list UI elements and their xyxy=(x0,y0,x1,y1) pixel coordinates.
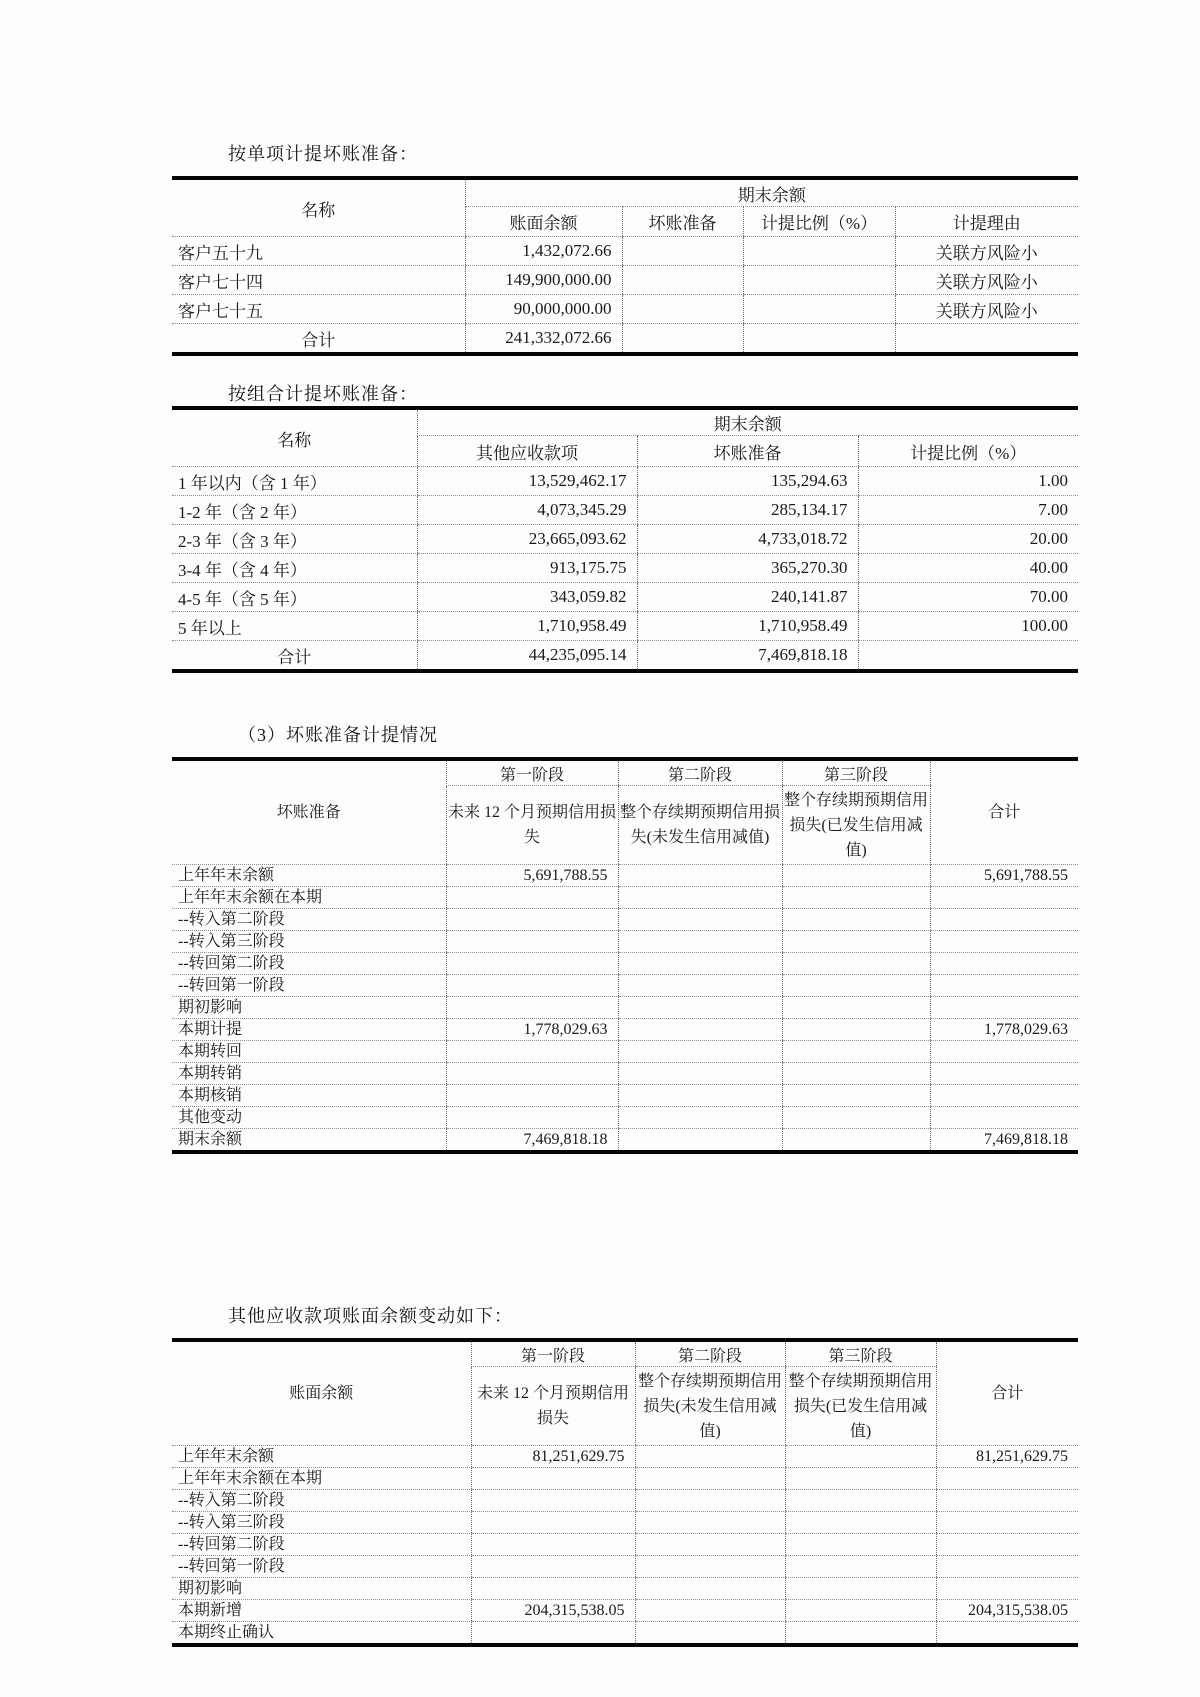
value-cell: 135,294.63 xyxy=(637,467,858,496)
col-header-stage1: 第一阶段 xyxy=(446,759,618,786)
col-header-provision-ratio: 计提比例（%） xyxy=(858,436,1078,467)
table-row xyxy=(172,975,1078,997)
table-row xyxy=(172,931,1078,953)
row-label-cell: 客户五十九 xyxy=(172,237,465,266)
value-cell xyxy=(858,641,1078,672)
value-cell xyxy=(635,1512,785,1534)
value-cell xyxy=(471,1512,635,1534)
value-cell: 1,710,958.49 xyxy=(417,612,637,641)
row-label-cell: --转入第三阶段 xyxy=(172,931,446,953)
table-row xyxy=(172,1041,1078,1063)
row-label-cell: 上年年末余额 xyxy=(172,865,446,887)
value-cell xyxy=(618,1063,782,1085)
value-cell: 100.00 xyxy=(858,612,1078,641)
row-label-cell: 合计 xyxy=(172,641,417,672)
section2-title: 按组合计提坏账准备： xyxy=(228,384,418,404)
value-cell: 5,691,788.55 xyxy=(446,865,618,887)
col-header-name: 名称 xyxy=(172,178,465,237)
value-cell xyxy=(782,865,930,887)
row-label-cell: 1 年以内（含 1 年） xyxy=(172,467,417,496)
row-label-cell: 3-4 年（含 4 年） xyxy=(172,554,417,583)
value-cell xyxy=(635,1600,785,1622)
value-cell xyxy=(618,1085,782,1107)
value-cell: 23,665,093.62 xyxy=(417,525,637,554)
col-header-bad-debt-provision: 坏账准备 xyxy=(622,207,743,237)
row-label-cell: --转回第二阶段 xyxy=(172,1534,471,1556)
value-cell xyxy=(936,1490,1078,1512)
book-balance-changes-table-header xyxy=(172,1340,1078,1446)
value-cell xyxy=(785,1490,936,1512)
value-cell xyxy=(618,975,782,997)
value-cell xyxy=(471,1490,635,1512)
value-cell xyxy=(930,975,1078,997)
individual-provision-table-header xyxy=(172,178,1078,237)
value-cell: 149,900,000.00 xyxy=(465,266,622,295)
value-cell xyxy=(618,931,782,953)
value-cell xyxy=(930,953,1078,975)
table-row xyxy=(172,612,1078,641)
value-cell xyxy=(471,1556,635,1578)
value-cell xyxy=(635,1468,785,1490)
row-label-cell: 本期核销 xyxy=(172,1085,446,1107)
value-cell xyxy=(635,1446,785,1468)
table-row xyxy=(172,324,1078,355)
value-cell xyxy=(622,237,743,266)
book-balance-changes-table xyxy=(172,1338,1078,1647)
group-provision-table xyxy=(172,406,1078,673)
value-cell xyxy=(618,1107,782,1129)
value-cell: 913,175.75 xyxy=(417,554,637,583)
col-header-provision-ratio: 计提比例（%） xyxy=(743,207,895,237)
col-header-bad-debt-provision: 坏账准备 xyxy=(172,759,446,865)
col-header-stage3-description: 整个存续期预期信用损失(已发生信用减值) xyxy=(782,786,930,865)
value-cell: 81,251,629.75 xyxy=(936,1446,1078,1468)
value-cell xyxy=(782,1129,930,1153)
value-cell xyxy=(782,909,930,931)
row-label-cell: 本期终止确认 xyxy=(172,1622,471,1646)
row-label-cell: --转回第一阶段 xyxy=(172,975,446,997)
value-cell xyxy=(936,1556,1078,1578)
value-cell xyxy=(930,1041,1078,1063)
value-cell xyxy=(782,953,930,975)
row-label-cell: 5 年以上 xyxy=(172,612,417,641)
table-row xyxy=(172,266,1078,295)
value-cell xyxy=(785,1534,936,1556)
table-row xyxy=(172,525,1078,554)
value-cell: 365,270.30 xyxy=(637,554,858,583)
table-row xyxy=(172,1063,1078,1085)
value-cell xyxy=(622,266,743,295)
value-cell: 7,469,818.18 xyxy=(930,1129,1078,1153)
table-row xyxy=(172,1622,1078,1646)
value-cell xyxy=(930,931,1078,953)
value-cell xyxy=(785,1578,936,1600)
value-cell xyxy=(446,887,618,909)
row-label-cell: 期初影响 xyxy=(172,997,446,1019)
book-balance-changes-table-body xyxy=(172,1446,1078,1646)
value-cell xyxy=(936,1534,1078,1556)
value-cell xyxy=(618,1019,782,1041)
table-row xyxy=(172,997,1078,1019)
value-cell xyxy=(471,1468,635,1490)
value-cell xyxy=(446,909,618,931)
value-cell xyxy=(743,324,895,355)
value-cell: 204,315,538.05 xyxy=(471,1600,635,1622)
value-cell: 1,778,029.63 xyxy=(446,1019,618,1041)
col-header-book-balance: 账面余额 xyxy=(172,1340,471,1446)
value-cell xyxy=(782,1041,930,1063)
col-header-stage1: 第一阶段 xyxy=(471,1340,635,1367)
table-row xyxy=(172,467,1078,496)
provision-stages-table-header xyxy=(172,759,1078,865)
provision-stages-table-body xyxy=(172,865,1078,1153)
table-row xyxy=(172,909,1078,931)
value-cell xyxy=(782,1019,930,1041)
row-label-cell: --转入第三阶段 xyxy=(172,1512,471,1534)
col-header-total: 合计 xyxy=(936,1340,1078,1446)
value-cell xyxy=(446,1085,618,1107)
value-cell: 204,315,538.05 xyxy=(936,1600,1078,1622)
table-row xyxy=(172,554,1078,583)
value-cell xyxy=(782,997,930,1019)
value-cell xyxy=(471,1578,635,1600)
value-cell xyxy=(895,324,1078,355)
table-row xyxy=(172,1019,1078,1041)
col-header-provision-reason: 计提理由 xyxy=(895,207,1078,237)
value-cell: 1,432,072.66 xyxy=(465,237,622,266)
value-cell xyxy=(782,887,930,909)
value-cell xyxy=(446,1107,618,1129)
table-row xyxy=(172,1556,1078,1578)
row-label-cell: --转回第二阶段 xyxy=(172,953,446,975)
row-label-cell: 2-3 年（含 3 年） xyxy=(172,525,417,554)
value-cell: 7,469,818.18 xyxy=(637,641,858,672)
col-header-stage2-description: 整个存续期预期信用损失(未发生信用减值) xyxy=(618,786,782,865)
col-header-stage2: 第二阶段 xyxy=(618,759,782,786)
value-cell xyxy=(446,975,618,997)
table-row xyxy=(172,496,1078,525)
provision-stages-table xyxy=(172,757,1078,1154)
row-label-cell: 上年年末余额 xyxy=(172,1446,471,1468)
value-cell: 7,469,818.18 xyxy=(446,1129,618,1153)
table-row xyxy=(172,887,1078,909)
table-row xyxy=(172,237,1078,266)
value-cell xyxy=(930,1085,1078,1107)
value-cell xyxy=(782,931,930,953)
value-cell xyxy=(930,1063,1078,1085)
row-label-cell: 期末余额 xyxy=(172,1129,446,1153)
value-cell: 81,251,629.75 xyxy=(471,1446,635,1468)
value-cell xyxy=(785,1468,936,1490)
value-cell: 343,059.82 xyxy=(417,583,637,612)
table-row xyxy=(172,953,1078,975)
value-cell xyxy=(446,953,618,975)
group-provision-table-header xyxy=(172,408,1078,467)
col-header-stage3: 第三阶段 xyxy=(782,759,930,786)
col-header-stage3: 第三阶段 xyxy=(785,1340,936,1367)
col-header-stage2-description: 整个存续期预期信用损失(未发生信用减值) xyxy=(635,1367,785,1446)
value-cell: 13,529,462.17 xyxy=(417,467,637,496)
value-cell xyxy=(785,1622,936,1646)
table-row xyxy=(172,1490,1078,1512)
table-row xyxy=(172,641,1078,672)
value-cell xyxy=(785,1446,936,1468)
value-cell xyxy=(618,909,782,931)
value-cell: 关联方风险小 xyxy=(895,266,1078,295)
row-label-cell: --转入第二阶段 xyxy=(172,1490,471,1512)
value-cell xyxy=(618,865,782,887)
col-header-bad-debt-provision: 坏账准备 xyxy=(637,436,858,467)
value-cell xyxy=(635,1490,785,1512)
col-header-book-balance: 账面余额 xyxy=(465,207,622,237)
row-label-cell: 4-5 年（含 5 年） xyxy=(172,583,417,612)
value-cell xyxy=(635,1556,785,1578)
value-cell xyxy=(936,1468,1078,1490)
table-row xyxy=(172,1578,1078,1600)
row-label-cell: 其他变动 xyxy=(172,1107,446,1129)
row-label-cell: 上年年末余额在本期 xyxy=(172,1468,471,1490)
value-cell xyxy=(785,1512,936,1534)
col-header-period-end-balance: 期末余额 xyxy=(465,178,1078,207)
value-cell xyxy=(618,953,782,975)
value-cell xyxy=(618,997,782,1019)
row-label-cell: 合计 xyxy=(172,324,465,355)
value-cell xyxy=(446,931,618,953)
table-row xyxy=(172,583,1078,612)
value-cell xyxy=(930,1107,1078,1129)
value-cell xyxy=(782,1085,930,1107)
value-cell xyxy=(446,1063,618,1085)
value-cell xyxy=(446,1041,618,1063)
value-cell xyxy=(618,1041,782,1063)
row-label-cell: 本期新增 xyxy=(172,1600,471,1622)
value-cell: 1,778,029.63 xyxy=(930,1019,1078,1041)
table-row xyxy=(172,865,1078,887)
col-header-stage2: 第二阶段 xyxy=(635,1340,785,1367)
table-row xyxy=(172,1512,1078,1534)
value-cell xyxy=(936,1578,1078,1600)
value-cell xyxy=(622,324,743,355)
row-label-cell: 客户七十四 xyxy=(172,266,465,295)
value-cell xyxy=(782,1063,930,1085)
value-cell: 4,733,018.72 xyxy=(637,525,858,554)
value-cell: 7.00 xyxy=(858,496,1078,525)
table-row xyxy=(172,1600,1078,1622)
value-cell xyxy=(785,1556,936,1578)
value-cell: 关联方风险小 xyxy=(895,237,1078,266)
section4-title: 其他应收款项账面余额变动如下： xyxy=(228,1306,513,1326)
value-cell xyxy=(743,266,895,295)
value-cell xyxy=(930,909,1078,931)
table-row xyxy=(172,1085,1078,1107)
row-label-cell: --转入第二阶段 xyxy=(172,909,446,931)
value-cell: 285,134.17 xyxy=(637,496,858,525)
value-cell xyxy=(618,1129,782,1153)
value-cell xyxy=(930,887,1078,909)
value-cell: 70.00 xyxy=(858,583,1078,612)
row-label-cell: 本期计提 xyxy=(172,1019,446,1041)
table-row xyxy=(172,1468,1078,1490)
value-cell xyxy=(618,887,782,909)
col-header-stage3-description: 整个存续期预期信用损失(已发生信用减值) xyxy=(785,1367,936,1446)
value-cell xyxy=(446,997,618,1019)
value-cell xyxy=(782,1107,930,1129)
value-cell xyxy=(743,295,895,324)
row-label-cell: 客户七十五 xyxy=(172,295,465,324)
value-cell: 40.00 xyxy=(858,554,1078,583)
group-provision-table-body xyxy=(172,467,1078,672)
col-header-other-receivables: 其他应收款项 xyxy=(417,436,637,467)
value-cell xyxy=(622,295,743,324)
col-header-period-end-balance: 期末余额 xyxy=(417,408,1078,436)
value-cell: 5,691,788.55 xyxy=(930,865,1078,887)
row-label-cell: 本期转回 xyxy=(172,1041,446,1063)
value-cell: 1.00 xyxy=(858,467,1078,496)
value-cell xyxy=(785,1600,936,1622)
value-cell: 90,000,000.00 xyxy=(465,295,622,324)
value-cell xyxy=(743,237,895,266)
value-cell: 44,235,095.14 xyxy=(417,641,637,672)
table-row xyxy=(172,1446,1078,1468)
col-header-total: 合计 xyxy=(930,759,1078,865)
col-header-name: 名称 xyxy=(172,408,417,467)
value-cell: 关联方风险小 xyxy=(895,295,1078,324)
value-cell xyxy=(471,1622,635,1646)
row-label-cell: 1-2 年（含 2 年） xyxy=(172,496,417,525)
value-cell: 241,332,072.66 xyxy=(465,324,622,355)
value-cell xyxy=(471,1534,635,1556)
table-row xyxy=(172,1107,1078,1129)
value-cell xyxy=(936,1512,1078,1534)
value-cell: 240,141.87 xyxy=(637,583,858,612)
value-cell xyxy=(635,1534,785,1556)
row-label-cell: 上年年末余额在本期 xyxy=(172,887,446,909)
section3-title: （3）坏账准备计提情况 xyxy=(238,725,438,745)
value-cell xyxy=(635,1578,785,1600)
value-cell: 20.00 xyxy=(858,525,1078,554)
value-cell xyxy=(930,997,1078,1019)
table-row xyxy=(172,295,1078,324)
section1-title: 按单项计提坏账准备： xyxy=(228,144,418,164)
table-row xyxy=(172,1129,1078,1153)
individual-provision-table-body xyxy=(172,237,1078,355)
value-cell: 4,073,345.29 xyxy=(417,496,637,525)
value-cell xyxy=(782,975,930,997)
value-cell xyxy=(635,1622,785,1646)
row-label-cell: 期初影响 xyxy=(172,1578,471,1600)
col-header-stage1-description: 未来 12 个月预期信用损失 xyxy=(471,1367,635,1446)
individual-provision-table xyxy=(172,176,1078,356)
col-header-stage1-description: 未来 12 个月预期信用损失 xyxy=(446,786,618,865)
row-label-cell: 本期转销 xyxy=(172,1063,446,1085)
table-row xyxy=(172,1534,1078,1556)
value-cell xyxy=(936,1622,1078,1646)
value-cell: 1,710,958.49 xyxy=(637,612,858,641)
row-label-cell: --转回第一阶段 xyxy=(172,1556,471,1578)
